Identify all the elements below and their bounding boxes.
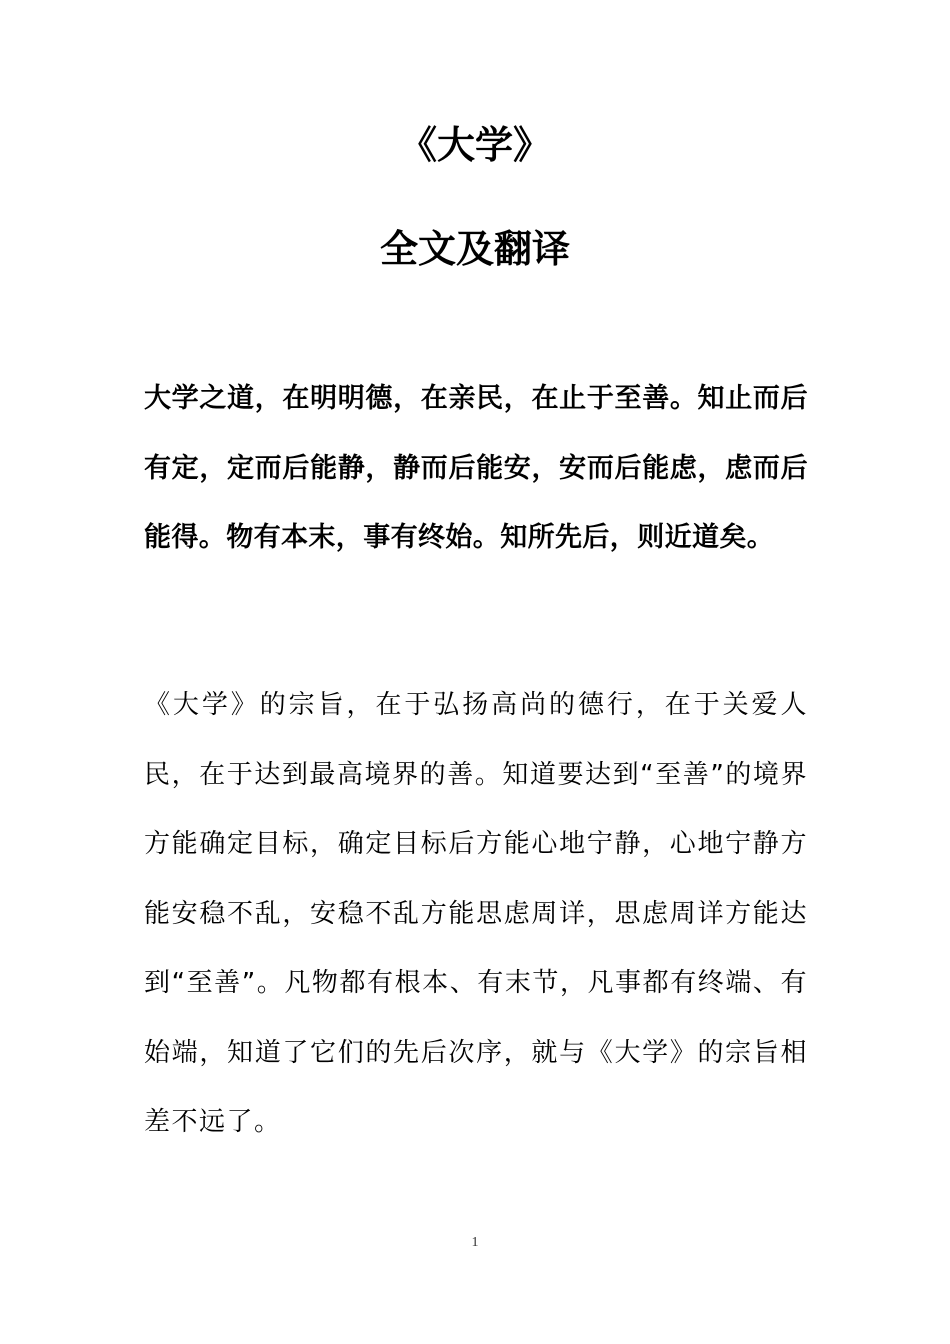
document-subtitle: 全文及翻译 (379, 227, 570, 271)
original-text-paragraph: 大学之道，在明明德，在亲民，在止于至善。知止而后有定，定而后能静，静而后能安，安而后能虑，虑而后能得。物有本末，事有终始。知所先后，则近道矣。 (144, 383, 808, 553)
page-number: 1 (471, 1235, 479, 1250)
document-title: 《大学》 (398, 123, 551, 167)
translation-paragraph: 《大学》的宗旨，在于弘扬高尚的德行，在于关爱人民，在于达到最高境界的善。知道要达到“至善”的境界方能确定目标，确定目标后方能心地宁静，心地宁静方能安稳不乱，安稳不乱方能思虑周详，思虑周详方能达到“至善”。凡物都有根本、有末节，凡事都有终端、有始端，知道了它们的先后次序，就与《大学》的宗旨相差不远了。 (144, 690, 808, 1137)
